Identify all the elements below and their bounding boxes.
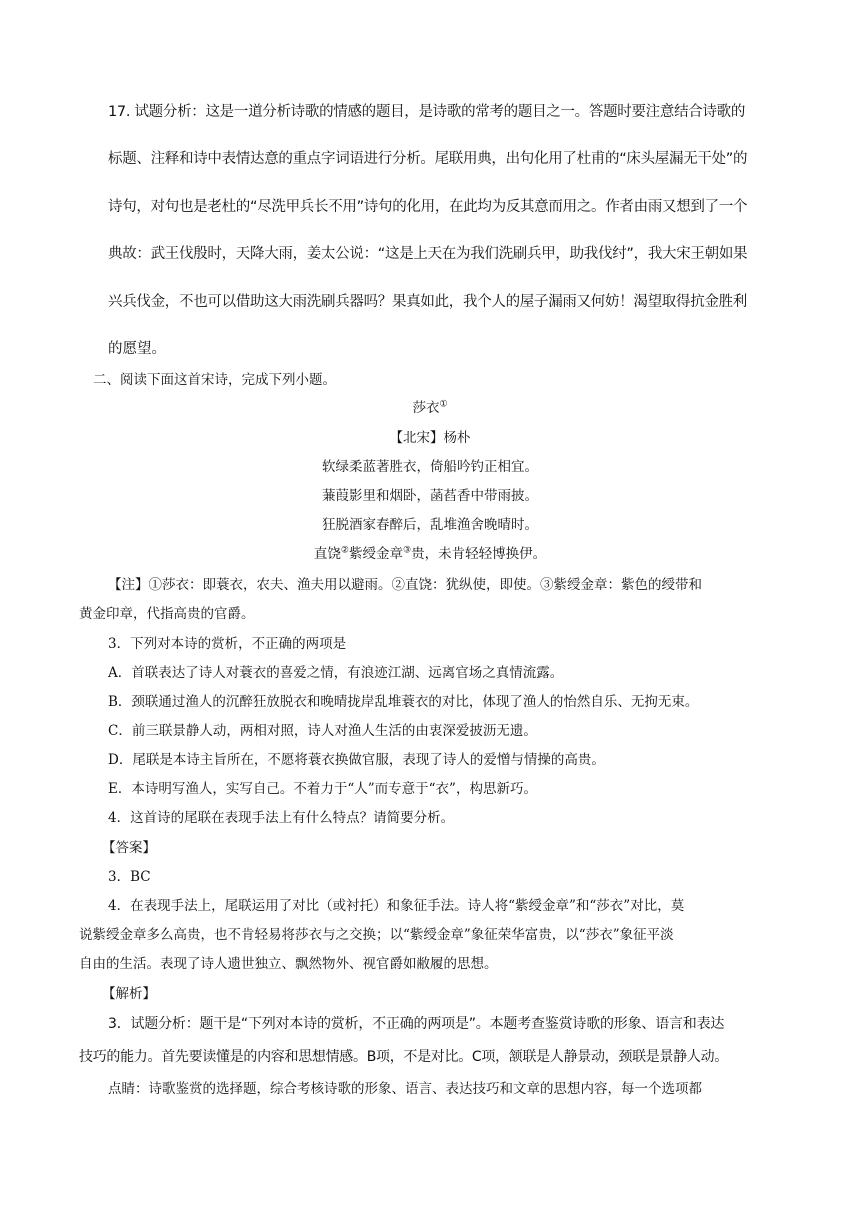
option-c: C．前三联景静人动，两相对照，诗人对渔人生活的由衷深爱披沥无遗。	[108, 723, 537, 739]
note-line-2: 黄金印章，代指高贵的官爵。	[79, 606, 255, 622]
poem-line-4-part-2: 紫绶金章	[349, 546, 403, 562]
question-4: 4．这首诗的尾联在表现手法上有什么特点？请简要分析。	[108, 810, 455, 826]
poem-line-4	[0, 542, 860, 562]
analysis-3-line-1: 3．试题分析：题干是“下列对本诗的赏析，不正确的两项是”。本题考查鉴赏诗歌的形象、语言和表达	[108, 1016, 725, 1032]
option-e: E．本诗明写渔人，实写自己。不着力于“人”而专意于“衣”，构思新巧。	[108, 781, 537, 797]
poem-author: 【北宋】杨朴	[389, 430, 471, 446]
option-a: A．首联表达了诗人对蓑衣的喜爱之情，有浪迹江湖、远离官场之真情流露。	[108, 665, 564, 681]
analysis-17-line-3: 诗句，对句也是老杜的“尽洗甲兵长不用”诗句的化用，在此均为反其意而用之。作者由雨又想到了一个	[108, 199, 748, 215]
answer-4-line-3: 自由的生活。表现了诗人遗世独立、飘然物外、视官爵如敝履的思想。	[79, 956, 498, 972]
poem-line-2: 蒹葭影里和烟卧，菡萏香中带雨披。	[322, 488, 538, 504]
poem-title-text: 莎衣	[412, 400, 440, 416]
note-line-1: 【注】①莎衣：即蓑衣，农夫、渔夫用以避雨。②直饶：犹纵使，即使。③紫绶金章：紫色的绶带和	[108, 577, 702, 593]
section-heading: 二、阅读下面这首宋诗，完成下列小题。	[93, 372, 336, 388]
poem-line-4-part-1: 直饶	[313, 546, 341, 562]
poem-line-1: 软绿柔蓝著胜衣，倚船吟钓正相宜。	[322, 459, 538, 475]
option-b: B．颈联通过渔人的沉醉狂放脱衣和晚晴拢岸乱堆蓑衣的对比，体现了渔人的怡然自乐、无拘无束。	[108, 694, 699, 710]
poem-title-note: ①	[439, 399, 448, 410]
answer-4-line-1: 4．在表现手法上，尾联运用了对比（或衬托）和象征手法。诗人将“紫绶金章”和“莎衣”对比，莫	[108, 898, 685, 914]
answer-4-line-2: 说紫绶金章多么高贵，也不肯轻易将莎衣与之交换；以“紫绶金章”象征荣华富贵，以“莎衣”象征平淡	[79, 927, 674, 943]
poem-line-3: 狂脱酒家春醉后，乱堆渔舍晚晴时。	[322, 517, 538, 533]
analysis-17-line-1: 17. 试题分析：这是一道分析诗歌的情感的题目，是诗歌的常考的题目之一。答题时要注意结合诗歌的	[108, 104, 746, 120]
poem-line-4-part-3: 贵，未肯轻轻博换伊。	[411, 546, 547, 562]
poem-title	[0, 396, 860, 416]
analysis-17-line-5: 兴兵伐金，不也可以借助这大雨洗刷兵器吗？果真如此，我个人的屋子漏雨又何妨！渴望取得抗金胜利	[108, 294, 747, 310]
tip-line: 点睛：诗歌鉴赏的选择题，综合考核诗歌的形象、语言、表达技巧和文章的思想内容，每一个选项都	[108, 1081, 702, 1097]
poem-note-3: ③	[403, 545, 412, 556]
answer-label: 【答案】	[102, 840, 156, 856]
poem-note-2: ②	[340, 545, 349, 556]
option-d: D．尾联是本诗主旨所在，不愿将蓑衣换做官服，表现了诗人的爱憎与情操的高贵。	[108, 752, 605, 768]
question-3: 3．下列对本诗的赏析，不正确的两项是	[108, 636, 347, 652]
answer-3: 3．BC	[108, 869, 151, 885]
analysis-label: 【解析】	[102, 986, 156, 1002]
analysis-17-line-2: 标题、注释和诗中表情达意的重点字词语进行分析。尾联用典，出句化用了杜甫的“床头屋漏无干处”的	[108, 151, 748, 167]
analysis-17-line-4: 典故：武王伐殷时，天降大雨，姜太公说：“这是上天在为我们洗刷兵甲，助我伐纣”，我大宋王朝如果	[108, 246, 748, 262]
analysis-3-line-2: 技巧的能力。首先要读懂是的内容和思想情感。B项，不是对比。C项，颔联是人静景动，颈联是景静人动。	[79, 1049, 728, 1065]
analysis-17-line-6: 的愿望。	[108, 341, 166, 357]
